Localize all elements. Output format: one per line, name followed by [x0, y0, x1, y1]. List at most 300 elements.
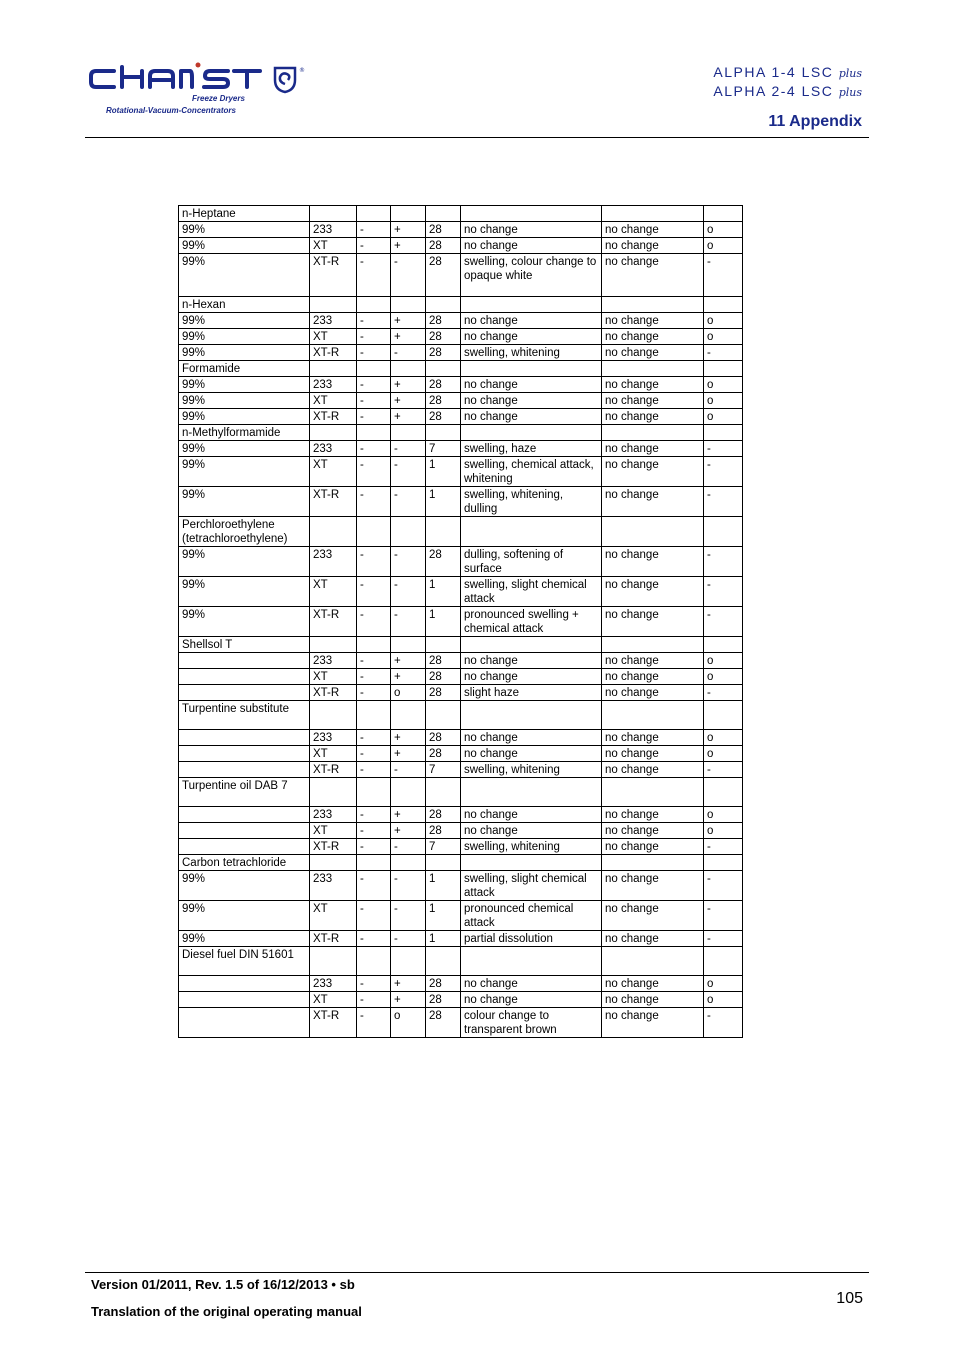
empty-cell [426, 778, 461, 807]
table-row [179, 409, 743, 425]
resistance-a-cell: - [357, 746, 391, 762]
logo-subtitle-concentrators: Rotational-Vacuum-Concentrators [106, 106, 236, 115]
resistance-b-cell: - [391, 607, 426, 637]
resistance-b-cell: + [391, 329, 426, 345]
effect-2-cell: no change [602, 669, 704, 685]
material-cell: 233 [310, 313, 357, 329]
resistance-a-cell: - [357, 653, 391, 669]
substance-name-cell: Perchloroethylene (tetrachloroethylene) [179, 517, 310, 547]
rating-cell: - [704, 901, 743, 931]
empty-cell [391, 947, 426, 976]
model-name-1: ALPHA 1-4 LSC [713, 64, 834, 80]
empty-cell [602, 947, 704, 976]
rating-cell: - [704, 607, 743, 637]
effect-2-cell: no change [602, 823, 704, 839]
days-cell: 28 [426, 409, 461, 425]
empty-cell [357, 206, 391, 222]
table-row [179, 931, 743, 947]
resistance-b-cell: + [391, 976, 426, 992]
substance-name-cell: Shellsol T [179, 637, 310, 653]
resistance-a-cell: - [357, 313, 391, 329]
concentration-cell [179, 730, 310, 746]
empty-cell [704, 206, 743, 222]
resistance-a-cell: - [357, 976, 391, 992]
empty-cell [310, 855, 357, 871]
effect-cell: no change [461, 377, 602, 393]
empty-cell [391, 701, 426, 730]
concentration-cell [179, 685, 310, 701]
effect-2-cell: no change [602, 746, 704, 762]
resistance-b-cell: + [391, 730, 426, 746]
effect-2-cell: no change [602, 685, 704, 701]
material-cell: XT [310, 329, 357, 345]
effect-2-cell: no change [602, 931, 704, 947]
effect-cell: swelling, chemical attack, whitening [461, 457, 602, 487]
substance-row [179, 206, 743, 222]
concentration-cell: 99% [179, 313, 310, 329]
days-cell: 28 [426, 393, 461, 409]
rating-cell: - [704, 839, 743, 855]
empty-cell [310, 637, 357, 653]
resistance-b-cell: + [391, 238, 426, 254]
days-cell: 28 [426, 377, 461, 393]
table-row [179, 487, 743, 517]
empty-cell [357, 947, 391, 976]
rating-cell: - [704, 931, 743, 947]
days-cell: 1 [426, 577, 461, 607]
rating-cell: o [704, 992, 743, 1008]
material-cell: XT-R [310, 607, 357, 637]
concentration-cell: 99% [179, 441, 310, 457]
model-name-2: ALPHA 2-4 LSC [713, 83, 834, 99]
material-cell: XT [310, 457, 357, 487]
days-cell: 28 [426, 222, 461, 238]
resistance-b-cell: + [391, 669, 426, 685]
resistance-b-cell: + [391, 823, 426, 839]
resistance-b-cell: - [391, 871, 426, 901]
empty-cell [426, 855, 461, 871]
concentration-cell [179, 1008, 310, 1038]
empty-cell [704, 517, 743, 547]
concentration-cell: 99% [179, 871, 310, 901]
table-row [179, 313, 743, 329]
days-cell: 1 [426, 457, 461, 487]
resistance-b-cell: + [391, 653, 426, 669]
effect-2-cell: no change [602, 901, 704, 931]
rating-cell: - [704, 345, 743, 361]
concentration-cell: 99% [179, 329, 310, 345]
resistance-b-cell: - [391, 487, 426, 517]
concentration-cell [179, 807, 310, 823]
rating-cell: o [704, 730, 743, 746]
empty-cell [426, 425, 461, 441]
effect-cell: no change [461, 409, 602, 425]
days-cell: 28 [426, 238, 461, 254]
material-cell: XT [310, 992, 357, 1008]
effect-cell: colour change to transparent brown [461, 1008, 602, 1038]
table-row [179, 807, 743, 823]
resistance-a-cell: - [357, 931, 391, 947]
substance-name-cell: n-Hexan [179, 297, 310, 313]
empty-cell [461, 361, 602, 377]
substance-name-cell: n-Heptane [179, 206, 310, 222]
substance-row [179, 517, 743, 547]
effect-cell: swelling, whitening [461, 762, 602, 778]
rating-cell: o [704, 313, 743, 329]
empty-cell [426, 517, 461, 547]
effect-2-cell: no change [602, 547, 704, 577]
table-row [179, 457, 743, 487]
rating-cell: - [704, 577, 743, 607]
concentration-cell: 99% [179, 901, 310, 931]
resistance-b-cell: - [391, 901, 426, 931]
resistance-b-cell: + [391, 222, 426, 238]
rating-cell: - [704, 441, 743, 457]
empty-cell [310, 361, 357, 377]
substance-row [179, 637, 743, 653]
effect-cell: swelling, colour change to opaque white [461, 254, 602, 297]
resistance-a-cell: - [357, 254, 391, 297]
effect-2-cell: no change [602, 254, 704, 297]
effect-2-cell: no change [602, 393, 704, 409]
table-row [179, 730, 743, 746]
resistance-b-cell: - [391, 547, 426, 577]
rating-cell: o [704, 377, 743, 393]
effect-2-cell: no change [602, 762, 704, 778]
material-cell: 233 [310, 441, 357, 457]
effect-cell: no change [461, 313, 602, 329]
table-row [179, 222, 743, 238]
rating-cell: o [704, 329, 743, 345]
resistance-b-cell: + [391, 377, 426, 393]
table-row [179, 992, 743, 1008]
material-cell: 233 [310, 653, 357, 669]
material-cell: XT-R [310, 1008, 357, 1038]
substance-name-cell: Formamide [179, 361, 310, 377]
empty-cell [704, 297, 743, 313]
material-cell: 233 [310, 547, 357, 577]
substance-name-cell: Diesel fuel DIN 51601 [179, 947, 310, 976]
effect-2-cell: no change [602, 607, 704, 637]
effect-2-cell: no change [602, 577, 704, 607]
concentration-cell: 99% [179, 409, 310, 425]
concentration-cell: 99% [179, 457, 310, 487]
concentration-cell [179, 976, 310, 992]
effect-cell: no change [461, 992, 602, 1008]
concentration-cell [179, 762, 310, 778]
empty-cell [461, 425, 602, 441]
empty-cell [310, 778, 357, 807]
resistance-b-cell: - [391, 762, 426, 778]
material-cell: XT-R [310, 254, 357, 297]
resistance-a-cell: - [357, 222, 391, 238]
days-cell: 1 [426, 931, 461, 947]
resistance-a-cell: - [357, 823, 391, 839]
effect-2-cell: no change [602, 345, 704, 361]
empty-cell [461, 297, 602, 313]
effect-cell: no change [461, 653, 602, 669]
empty-cell [461, 947, 602, 976]
empty-cell [461, 778, 602, 807]
resistance-a-cell: - [357, 1008, 391, 1038]
effect-cell: no change [461, 222, 602, 238]
empty-cell [461, 855, 602, 871]
substance-name-cell: n-Methylformamide [179, 425, 310, 441]
substance-row [179, 947, 743, 976]
effect-cell: slight haze [461, 685, 602, 701]
effect-2-cell: no change [602, 222, 704, 238]
resistance-b-cell: - [391, 254, 426, 297]
days-cell: 28 [426, 746, 461, 762]
empty-cell [426, 206, 461, 222]
concentration-cell: 99% [179, 577, 310, 607]
days-cell: 28 [426, 547, 461, 577]
effect-cell: pronounced chemical attack [461, 901, 602, 931]
empty-cell [602, 361, 704, 377]
rating-cell: o [704, 222, 743, 238]
rating-cell: - [704, 762, 743, 778]
concentration-cell [179, 669, 310, 685]
christ-logo [88, 62, 318, 122]
resistance-a-cell: - [357, 547, 391, 577]
rating-cell: - [704, 685, 743, 701]
empty-cell [426, 637, 461, 653]
rating-cell: - [704, 457, 743, 487]
empty-cell [602, 297, 704, 313]
effect-2-cell: no change [602, 313, 704, 329]
material-cell: XT-R [310, 345, 357, 361]
rating-cell: o [704, 393, 743, 409]
footer-version: Version 01/2011, Rev. 1.5 of 16/12/2013 • sb [91, 1277, 355, 1292]
effect-cell: dulling, softening of surface [461, 547, 602, 577]
empty-cell [310, 206, 357, 222]
resistance-a-cell: - [357, 730, 391, 746]
effect-cell: no change [461, 807, 602, 823]
rating-cell: o [704, 409, 743, 425]
days-cell: 28 [426, 345, 461, 361]
rating-cell: o [704, 669, 743, 685]
days-cell: 1 [426, 607, 461, 637]
rating-cell: o [704, 653, 743, 669]
resistance-a-cell: - [357, 409, 391, 425]
empty-cell [310, 701, 357, 730]
days-cell: 28 [426, 685, 461, 701]
concentration-cell [179, 653, 310, 669]
empty-cell [704, 637, 743, 653]
table-row [179, 441, 743, 457]
resistance-a-cell: - [357, 607, 391, 637]
empty-cell [602, 855, 704, 871]
effect-cell: no change [461, 746, 602, 762]
empty-cell [391, 855, 426, 871]
effect-cell: swelling, haze [461, 441, 602, 457]
concentration-cell [179, 839, 310, 855]
resistance-a-cell: - [357, 762, 391, 778]
effect-cell: no change [461, 669, 602, 685]
resistance-a-cell: - [357, 441, 391, 457]
resistance-a-cell: - [357, 871, 391, 901]
rating-cell: - [704, 871, 743, 901]
footer-translation-note: Translation of the original operating manual [91, 1304, 362, 1319]
resistance-b-cell: + [391, 393, 426, 409]
effect-cell: no change [461, 238, 602, 254]
empty-cell [461, 701, 602, 730]
empty-cell [426, 297, 461, 313]
days-cell: 28 [426, 730, 461, 746]
model-suffix-1: plus [838, 67, 862, 80]
model-suffix-2: plus [838, 86, 862, 99]
rating-cell: - [704, 547, 743, 577]
empty-cell [426, 701, 461, 730]
table-row [179, 901, 743, 931]
substance-row [179, 425, 743, 441]
concentration-cell: 99% [179, 238, 310, 254]
resistance-a-cell: - [357, 669, 391, 685]
header-divider [85, 137, 869, 138]
resistance-a-cell: - [357, 345, 391, 361]
rating-cell: o [704, 238, 743, 254]
empty-cell [602, 778, 704, 807]
material-cell: XT [310, 746, 357, 762]
empty-cell [704, 947, 743, 976]
material-cell: 233 [310, 807, 357, 823]
resistance-b-cell: + [391, 992, 426, 1008]
material-cell: XT [310, 901, 357, 931]
empty-cell [391, 425, 426, 441]
material-cell: XT-R [310, 409, 357, 425]
concentration-cell [179, 746, 310, 762]
material-cell: XT [310, 669, 357, 685]
table-row [179, 839, 743, 855]
effect-2-cell: no change [602, 441, 704, 457]
material-cell: 233 [310, 730, 357, 746]
resistance-b-cell: + [391, 746, 426, 762]
empty-cell [357, 297, 391, 313]
effect-2-cell: no change [602, 839, 704, 855]
empty-cell [704, 425, 743, 441]
resistance-b-cell: + [391, 409, 426, 425]
resistance-a-cell: - [357, 393, 391, 409]
empty-cell [602, 701, 704, 730]
days-cell: 7 [426, 839, 461, 855]
rating-cell: - [704, 487, 743, 517]
effect-cell: no change [461, 329, 602, 345]
empty-cell [357, 855, 391, 871]
material-cell: XT-R [310, 762, 357, 778]
days-cell: 28 [426, 329, 461, 345]
empty-cell [461, 637, 602, 653]
table-row [179, 746, 743, 762]
svg-text:®: ® [299, 67, 305, 74]
days-cell: 28 [426, 1008, 461, 1038]
resistance-a-cell: - [357, 901, 391, 931]
empty-cell [310, 425, 357, 441]
substance-row [179, 297, 743, 313]
substance-name-cell: Carbon tetrachloride [179, 855, 310, 871]
effect-cell: swelling, whitening [461, 345, 602, 361]
material-cell: XT [310, 823, 357, 839]
resistance-a-cell: - [357, 329, 391, 345]
effect-cell: swelling, whitening [461, 839, 602, 855]
concentration-cell: 99% [179, 547, 310, 577]
table-row [179, 871, 743, 901]
effect-2-cell: no change [602, 730, 704, 746]
resistance-b-cell: o [391, 1008, 426, 1038]
empty-cell [391, 206, 426, 222]
resistance-a-cell: - [357, 577, 391, 607]
empty-cell [310, 947, 357, 976]
empty-cell [357, 701, 391, 730]
resistance-b-cell: - [391, 839, 426, 855]
concentration-cell [179, 992, 310, 1008]
chemical-resistance-table [178, 205, 743, 1038]
resistance-b-cell: + [391, 807, 426, 823]
empty-cell [704, 701, 743, 730]
effect-2-cell: no change [602, 487, 704, 517]
effect-cell: pronounced swelling + chemical attack [461, 607, 602, 637]
empty-cell [357, 425, 391, 441]
material-cell: XT [310, 238, 357, 254]
model-line-1 [713, 64, 862, 80]
resistance-a-cell: - [357, 685, 391, 701]
table-row [179, 393, 743, 409]
days-cell: 28 [426, 653, 461, 669]
effect-cell: no change [461, 823, 602, 839]
resistance-a-cell: - [357, 487, 391, 517]
resistance-b-cell: + [391, 313, 426, 329]
material-cell: XT [310, 577, 357, 607]
empty-cell [391, 637, 426, 653]
concentration-cell: 99% [179, 487, 310, 517]
days-cell: 28 [426, 254, 461, 297]
table-row [179, 577, 743, 607]
concentration-cell: 99% [179, 345, 310, 361]
resistance-a-cell: - [357, 377, 391, 393]
effect-2-cell: no change [602, 871, 704, 901]
substance-name-cell: Turpentine oil DAB 7 [179, 778, 310, 807]
empty-cell [602, 425, 704, 441]
table-row [179, 762, 743, 778]
effect-2-cell: no change [602, 976, 704, 992]
empty-cell [310, 297, 357, 313]
concentration-cell: 99% [179, 393, 310, 409]
material-cell: XT [310, 393, 357, 409]
empty-cell [391, 297, 426, 313]
days-cell: 28 [426, 669, 461, 685]
material-cell: XT-R [310, 685, 357, 701]
concentration-cell: 99% [179, 254, 310, 297]
table-row [179, 653, 743, 669]
resistance-b-cell: - [391, 931, 426, 947]
days-cell: 1 [426, 871, 461, 901]
rating-cell: o [704, 746, 743, 762]
days-cell: 28 [426, 313, 461, 329]
material-cell: XT-R [310, 839, 357, 855]
resistance-a-cell: - [357, 839, 391, 855]
resistance-b-cell: - [391, 457, 426, 487]
days-cell: 28 [426, 976, 461, 992]
empty-cell [357, 778, 391, 807]
effect-2-cell: no change [602, 409, 704, 425]
model-line-2 [713, 83, 862, 99]
empty-cell [426, 947, 461, 976]
empty-cell [461, 206, 602, 222]
empty-cell [461, 517, 602, 547]
effect-2-cell: no change [602, 377, 704, 393]
resistance-b-cell: - [391, 577, 426, 607]
effect-2-cell: no change [602, 238, 704, 254]
effect-cell: no change [461, 730, 602, 746]
